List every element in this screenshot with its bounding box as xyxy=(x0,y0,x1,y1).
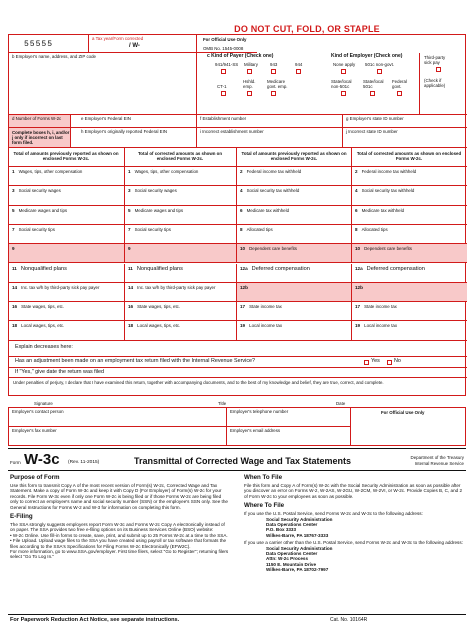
box-label-wrap xyxy=(355,188,414,193)
purpose-heading: Purpose of Form xyxy=(10,474,60,481)
box-number: 5 xyxy=(12,207,15,213)
box-7-corrected[interactable] xyxy=(125,225,237,244)
telephone-label: Employer's telephone number xyxy=(230,409,289,414)
efile-heading: E-Filing xyxy=(10,513,33,521)
box-label-wrap xyxy=(12,188,61,193)
box-label: Medicare wages and tips xyxy=(134,207,184,213)
box-label-wrap xyxy=(12,323,64,328)
box-a-label: a Tax year/Form corrected xyxy=(92,36,144,41)
box-label: State wages, tips, etc. xyxy=(137,304,181,310)
box-1-corrected[interactable] xyxy=(125,167,237,186)
box-label-wrap xyxy=(12,169,82,174)
box-label-wrap xyxy=(355,246,412,251)
title-divider xyxy=(8,448,466,449)
date-label: Date xyxy=(336,401,346,406)
box-18-previous[interactable] xyxy=(9,321,125,340)
where-heading: Where To File xyxy=(244,502,285,510)
efile-more-info: For more information, go to www.SSA.gov/employer. First time filers, select "Go to Register"; returning filers select "Go To Log In." xyxy=(10,549,229,560)
box-label: Social security wages xyxy=(18,188,61,194)
box-number: 19 xyxy=(355,323,361,329)
kind-of-payer-label: c Kind of Payer (Check one) xyxy=(207,53,274,59)
box-number: 11 xyxy=(128,265,133,271)
checkbox-federal[interactable] xyxy=(397,91,402,96)
contact-grid xyxy=(8,408,466,446)
box-9-corrected[interactable] xyxy=(125,244,237,263)
efile-bullet-2: • File Upload. Upload wage files to the SSA you have created using payroll or tax software that formats the files according to the SSA's Specifications for Filing Forms W-2c Electronically (EFW2C). xyxy=(10,538,227,549)
box-a-value: / W- xyxy=(129,43,140,49)
box-19-previous[interactable] xyxy=(237,321,352,340)
third-party-sick-pay xyxy=(419,53,467,115)
box-10-previous[interactable] xyxy=(237,244,352,263)
box-number: 10 xyxy=(240,246,246,252)
addr2-line2: Data Operations Center xyxy=(266,551,318,557)
box-label: Allocated tips xyxy=(246,226,273,232)
when-heading: When To File xyxy=(244,474,283,481)
box-16-previous[interactable] xyxy=(9,302,125,321)
official-use-top xyxy=(197,35,257,53)
box-number: 5 xyxy=(128,207,131,213)
col-prev-header xyxy=(9,148,125,167)
third-party-l3: (Check if xyxy=(424,78,442,83)
control-number: 55555 xyxy=(24,40,54,49)
box-number: 9 xyxy=(12,246,15,252)
checkbox-military[interactable] xyxy=(247,69,252,74)
irs-label: Internal Revenue Service xyxy=(414,461,464,466)
box-label: Social security tax withheld xyxy=(361,188,415,194)
payer-943: 943 xyxy=(270,62,278,67)
adjustment-row xyxy=(9,357,467,368)
instructions-right xyxy=(244,474,464,573)
box-number: 8 xyxy=(240,226,243,232)
box-label: Federal income tax withheld xyxy=(361,169,417,174)
payer-military: Military xyxy=(244,62,258,67)
box-label-wrap xyxy=(240,169,301,174)
box-number: 16 xyxy=(12,304,18,310)
box-label-wrap xyxy=(128,188,177,193)
box-18-corrected[interactable] xyxy=(125,321,237,340)
when-text: File this form and Copy A of Form(s) W-2c with the Social Security Administration as soon as possible after you discover an error on Forms W-2, W-2AS, W-2GU, W-2CM, W-2VI, or W-2c. Provide Copies B, C, and 2 of Form W-2c to your employees as soon as possible. xyxy=(244,483,463,499)
address-1 xyxy=(244,517,464,539)
box-label: State income tax xyxy=(249,304,282,310)
box-12b-previous[interactable] xyxy=(237,283,352,302)
adjustment-question: Has an adjustment been made on an employment tax return filed with the Internal Revenue Service? xyxy=(15,358,256,364)
checkbox-third-party[interactable] xyxy=(436,67,441,72)
box-label-wrap xyxy=(355,285,367,290)
box-number: 18 xyxy=(128,323,134,329)
box-label: Deferred compensation xyxy=(366,265,425,272)
box-label-wrap xyxy=(240,266,310,272)
box-number: 8 xyxy=(355,226,358,232)
box-16-corrected[interactable] xyxy=(125,302,237,321)
box-number: 12a xyxy=(240,265,248,271)
box-number: 2 xyxy=(240,169,243,174)
box-12a-previous[interactable] xyxy=(237,264,352,283)
box-14-previous[interactable] xyxy=(9,283,125,302)
box-label-wrap xyxy=(128,227,171,232)
box-label-wrap xyxy=(240,227,273,232)
box-label-wrap xyxy=(355,304,397,309)
col-corr-header xyxy=(125,148,237,167)
box-h-label: h Employer's originally reported Federal EIN xyxy=(81,129,168,134)
email-label: Employer's email address xyxy=(230,428,281,433)
box-label: Local income tax xyxy=(249,323,283,329)
box-11-corrected[interactable] xyxy=(125,264,237,283)
box-1-previous[interactable] xyxy=(9,167,125,186)
box-label-wrap xyxy=(128,323,180,328)
employer-state-non501c: State/local non-501c xyxy=(331,79,352,89)
box-2-previous[interactable] xyxy=(237,167,352,186)
employer-state-501c: State/local 501c xyxy=(363,79,384,89)
box-g-label: g Employer's state ID number xyxy=(346,116,404,121)
form-w3c-grid xyxy=(8,34,466,396)
where-text-2: If you use a carrier other than the U.S. Postal Service, send Forms W-2c and W-3c to the following address: xyxy=(244,540,463,546)
box-number: 7 xyxy=(12,226,15,232)
box-label: Federal income tax withheld xyxy=(246,169,302,174)
box-label-wrap xyxy=(240,285,252,290)
form-word: Form xyxy=(10,460,21,465)
box-i-label: i Incorrect establishment number xyxy=(200,129,264,134)
box-f-label: f Establishment number xyxy=(200,116,247,121)
box-e-label: e Employer's Federal EIN xyxy=(81,116,131,121)
box-number: 12b xyxy=(355,284,363,290)
box-number: 12b xyxy=(240,284,248,290)
checkbox-state-non501c[interactable] xyxy=(341,91,346,96)
checkbox-941[interactable] xyxy=(221,69,226,74)
dept-treasury: Department of the Treasury xyxy=(410,455,464,460)
box-6-corrected[interactable] xyxy=(352,206,467,225)
instructions-left xyxy=(10,474,230,560)
box-19-corrected[interactable] xyxy=(352,321,467,340)
box-number: 6 xyxy=(355,207,358,213)
third-party-l1: Third-party xyxy=(424,55,446,60)
addr2-line1: Social Security Administration xyxy=(266,545,333,551)
payer-hshld: Hshld. emp. xyxy=(243,79,256,89)
checkbox-none-apply[interactable] xyxy=(341,69,346,74)
contact-person-label: Employer's contact person xyxy=(12,409,64,414)
box-label-wrap xyxy=(240,208,289,213)
box-4-corrected[interactable] xyxy=(352,186,467,205)
box-label-wrap xyxy=(12,246,19,251)
box-number: 7 xyxy=(128,226,131,232)
box-a[interactable] xyxy=(89,35,197,53)
box-label: Social security tips xyxy=(134,226,171,232)
payer-944: 944 xyxy=(295,62,303,67)
box-5-corrected[interactable] xyxy=(125,206,237,225)
efile-bullet-1: • W-2c Online. Use fill-in forms to create, save, print, and submit up to 25 Forms W-2c at a time to the SSA. xyxy=(10,532,228,538)
addr2-line5: Wilkes-Barre, PA 18702-7997 xyxy=(266,567,329,573)
box-number: 14 xyxy=(128,284,134,290)
col-corr-text: Total of corrected amounts as shown on enclosed Forms W-2c. xyxy=(137,151,223,161)
box-number: 3 xyxy=(12,188,15,194)
box-number: 1 xyxy=(12,169,15,174)
box-label-wrap xyxy=(128,266,183,272)
box-12b-corrected[interactable] xyxy=(352,283,467,302)
box-17-previous[interactable] xyxy=(237,302,352,321)
box-number: 10 xyxy=(355,246,361,252)
box-label-wrap xyxy=(12,285,99,290)
box-9-previous[interactable] xyxy=(9,244,125,263)
telephone-box[interactable] xyxy=(227,408,351,427)
employer-none-apply: None apply xyxy=(333,62,356,67)
box-17-corrected[interactable] xyxy=(352,302,467,321)
checkbox-yes[interactable] xyxy=(364,360,369,365)
box-d-label: d Number of Forms W-2c xyxy=(12,116,62,121)
box-number: 3 xyxy=(128,188,131,194)
contact-person-box[interactable] xyxy=(9,408,227,427)
box-h[interactable] xyxy=(71,128,197,148)
box-14-corrected[interactable] xyxy=(125,283,237,302)
col-corr-text-right: Total of corrected amounts as shown on enclosed Forms W-2c. xyxy=(356,151,462,161)
box-label-wrap xyxy=(240,188,299,193)
box-number: 11 xyxy=(12,265,17,271)
paperwork-notice: For Paperwork Reduction Act Notice, see separate instructions. xyxy=(10,617,180,623)
box-3-previous[interactable] xyxy=(9,186,125,205)
box-3-corrected[interactable] xyxy=(125,186,237,205)
box-j[interactable] xyxy=(343,128,467,148)
checkbox-hshld[interactable] xyxy=(247,91,252,96)
box-g[interactable] xyxy=(343,115,467,128)
title-divider-2 xyxy=(8,470,466,471)
box-number: 4 xyxy=(240,188,243,194)
main-title: Transmittal of Corrected Wage and Tax Statements xyxy=(134,456,352,466)
box-number: 1 xyxy=(128,169,131,174)
box-number: 16 xyxy=(128,304,134,310)
official-only-label: For Official Use Only xyxy=(381,410,425,415)
third-party-l4: applicable) xyxy=(424,83,446,88)
title-label: Title xyxy=(218,401,227,406)
box-number: 19 xyxy=(240,323,246,329)
box-label: State wages, tips, etc. xyxy=(21,304,65,310)
purpose-text: Use this form to transmit Copy A of the most recent version of Form(s) W-2c, Corrected Wage and Tax Statement. Make a copy of Form W-3c and keep it with Copy D (For Employer) of Form(s) W-2c for your records. File Form W-3c even if only one Form W-2c is being filed or if those Forms W-2c are being filed only to correct an employee's name and social security number (SSN) or the employee's SSN only. See the General Instructions for Forms W-2 and W-3 for information on completing this form. xyxy=(10,483,228,510)
perjury-row xyxy=(9,378,467,397)
box-i[interactable] xyxy=(197,128,343,148)
box-number: 9 xyxy=(128,246,131,252)
col-prev-header-right xyxy=(237,148,352,167)
no-label: No xyxy=(394,358,401,364)
addr1-line2: Data Operations Center xyxy=(266,522,318,528)
checkbox-no[interactable] xyxy=(387,360,392,365)
box-label: Social security tips xyxy=(18,226,55,232)
box-label-wrap xyxy=(128,169,198,174)
box-label-wrap xyxy=(240,304,282,309)
email-box[interactable] xyxy=(227,427,351,446)
box-f[interactable] xyxy=(197,115,343,128)
col-corr-header-right xyxy=(352,148,467,167)
box-label-wrap xyxy=(355,169,416,174)
box-label: Social security wages xyxy=(134,188,177,194)
box-j-label: j Incorrect state ID number xyxy=(346,129,398,134)
box-label-wrap xyxy=(128,304,180,309)
form-number: W-3c xyxy=(24,451,60,468)
box-6-previous[interactable] xyxy=(237,206,352,225)
box-b-label: b Employer's name, address, and ZIP code xyxy=(12,54,96,59)
box-label: Wages, tips, other compensation xyxy=(134,169,199,174)
addr1-line3: P.O. Box 3333 xyxy=(266,527,297,533)
box-label: Social security tax withheld xyxy=(246,188,300,194)
box-label-wrap xyxy=(12,227,55,232)
box-label: Inc. tax w/h by third-party sick pay payer xyxy=(21,284,100,290)
box-label: Local wages, tips, etc. xyxy=(137,323,181,329)
box-number: 6 xyxy=(240,207,243,213)
box-number: 14 xyxy=(12,284,18,290)
complete-boxes-note xyxy=(9,128,71,148)
signature-row[interactable] xyxy=(8,396,466,408)
box-5-previous[interactable] xyxy=(9,206,125,225)
box-label-wrap xyxy=(355,227,388,232)
box-label-wrap xyxy=(12,266,67,272)
if-yes-row[interactable] xyxy=(9,368,467,378)
box-number: 12a xyxy=(355,265,363,271)
box-2-corrected[interactable] xyxy=(352,167,467,186)
box-label-wrap xyxy=(355,323,397,328)
checkbox-state-501c[interactable] xyxy=(370,91,375,96)
efile-text: The SSA strongly suggests employers report Form W-3c and Forms W-2c Copy A electronically instead of on paper. The SSA provides two free e-filing options on its Business Services Online (BSO) website: xyxy=(10,522,225,533)
box-11-previous[interactable] xyxy=(9,264,125,283)
box-label-wrap xyxy=(355,266,425,272)
box-label: Allocated tips xyxy=(361,226,388,232)
official-use-bottom xyxy=(351,408,467,446)
box-label-wrap xyxy=(128,285,215,290)
explain-decreases[interactable] xyxy=(9,341,467,357)
kind-of-employer-label: Kind of Employer (Check one) xyxy=(331,53,403,59)
box-4-previous[interactable] xyxy=(237,186,352,205)
payer-medicare-govt: Medicare govt. emp. xyxy=(267,79,288,89)
addr1-line4: Wilkes-Barre, PA 18767-3333 xyxy=(266,532,329,538)
box-8-previous[interactable] xyxy=(237,225,352,244)
form-revision: (Rev. 11-2015) xyxy=(68,460,100,465)
box-label: State income tax xyxy=(364,304,397,310)
catalog-number: Cat. No. 10164R xyxy=(330,617,368,623)
box-number: 17 xyxy=(355,304,361,310)
box-label: Nonqualified plans xyxy=(20,265,67,272)
yes-label: Yes xyxy=(371,358,380,364)
addr2-line3: Attn: W-2c Process xyxy=(266,556,309,562)
box-label-wrap xyxy=(240,323,282,328)
box-10-corrected[interactable] xyxy=(352,244,467,263)
box-7-previous[interactable] xyxy=(9,225,125,244)
fax-label: Employer's fax number xyxy=(12,428,57,433)
kind-of-payer-area xyxy=(197,53,467,115)
box-8-corrected[interactable] xyxy=(352,225,467,244)
box-b-employer-name[interactable] xyxy=(9,53,197,115)
box-label: Medicare wages and tips xyxy=(18,207,68,213)
box-label-wrap xyxy=(12,304,64,309)
col-prev-text: Total of amounts previously reported as shown on enclosed Forms W-2c. xyxy=(13,151,119,161)
payer-941: 941/941-SS xyxy=(215,62,239,67)
checkbox-943[interactable] xyxy=(271,69,276,74)
box-label-wrap xyxy=(12,208,67,213)
box-number: 2 xyxy=(355,169,358,174)
box-label-wrap xyxy=(355,208,404,213)
if-yes-label: If "Yes," give date the return was filed xyxy=(15,369,105,375)
box-12a-corrected[interactable] xyxy=(352,264,467,283)
box-label: Nonqualified plans xyxy=(136,265,183,272)
box-e[interactable] xyxy=(71,115,197,128)
employer-501c: 501c non-govt. xyxy=(365,62,395,67)
addr2-line4: 1150 E. Mountain Drive xyxy=(266,561,317,567)
signature-label: Signature xyxy=(34,401,53,406)
payer-ct1: CT-1 xyxy=(217,84,227,89)
checkbox-ct1[interactable] xyxy=(221,91,226,96)
footer-divider xyxy=(8,614,466,615)
control-number-box[interactable] xyxy=(9,35,89,53)
omb-number: OMB No. 1545-0008 xyxy=(203,46,244,51)
box-number: 17 xyxy=(240,304,246,310)
box-label: Local income tax xyxy=(364,323,398,329)
box-label: Local wages, tips, etc. xyxy=(21,323,65,329)
box-label: Medicare tax withheld xyxy=(361,207,405,213)
dnc-banner: DO NOT CUT, FOLD, OR STAPLE xyxy=(234,24,380,34)
box-label: Inc. tax w/h by third-party sick pay payer xyxy=(137,284,216,290)
box-label: Wages, tips, other compensation xyxy=(18,169,83,174)
perjury-text: Under penalties of perjury, I declare that I have examined this return, together with accompanying documents, and to the best of my knowledge and belief, they are true, correct, and complete. xyxy=(13,380,384,385)
checkbox-501c[interactable] xyxy=(377,69,382,74)
complete-boxes-text: Complete boxes h, i, and/or j only if incorrect on last form filed. xyxy=(12,130,70,145)
box-label: Dependent care benefits xyxy=(364,246,412,252)
box-label: Medicare tax withheld xyxy=(246,207,290,213)
employer-federal: Federal govt. xyxy=(392,79,407,89)
box-label: Deferred compensation xyxy=(251,265,310,272)
box-label-wrap xyxy=(128,246,135,251)
checkbox-944[interactable] xyxy=(296,69,301,74)
third-party-l2: sick pay xyxy=(424,60,440,65)
checkbox-medicare-govt[interactable] xyxy=(271,91,276,96)
box-number: 4 xyxy=(355,188,358,194)
address-2 xyxy=(244,546,464,573)
box-number: 18 xyxy=(12,323,18,329)
explain-label: Explain decreases here: xyxy=(15,344,73,350)
box-label-wrap xyxy=(128,208,183,213)
box-d[interactable] xyxy=(9,115,71,128)
addr1-line1: Social Security Administration xyxy=(266,516,333,522)
fax-box[interactable] xyxy=(9,427,227,446)
box-label-wrap xyxy=(240,246,297,251)
box-label: Dependent care benefits xyxy=(249,246,297,252)
col-prev-text-right: Total of amounts previously reported as shown on enclosed Forms W-2c. xyxy=(241,151,347,161)
official-use-label: For Official Use Only xyxy=(203,37,247,42)
where-text-1: If you use the U.S. Postal Service, send Forms W-2c and W-3c to the following address: xyxy=(244,511,423,517)
